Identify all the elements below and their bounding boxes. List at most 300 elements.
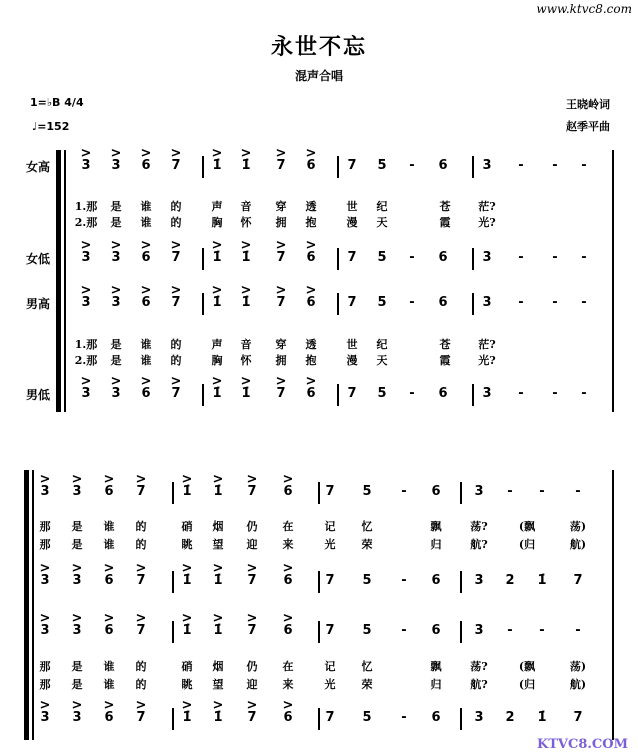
note: 5 [377,295,387,310]
lyric-verse-2: 的 [135,538,147,551]
note: 6 [141,250,151,265]
note: 1̇ [213,573,223,588]
note: 7 [136,484,146,499]
lyric-verse-1-lower: 是 [71,660,83,673]
note: 6 [431,573,441,588]
accent-mark: > [140,238,152,253]
lyric-verse-1: 记 [324,520,336,533]
accent-mark: > [212,561,224,576]
accent-mark: > [211,283,223,298]
lyric-verse-2: 漫 [346,216,358,229]
note: 6 [306,386,316,401]
note: 6 [141,295,151,310]
system-bracket [24,470,29,740]
note: 3 [72,573,82,588]
lyric-verse-1: 荡) [569,520,587,533]
note: - [518,250,524,265]
accent-mark: > [103,611,115,626]
accent-mark: > [246,472,258,487]
accent-mark: > [170,374,182,389]
note: - [518,158,524,173]
system-end-line [612,470,614,740]
note: 5 [362,484,372,499]
note: - [575,484,581,499]
note: 2 [505,710,515,725]
accent-mark: > [140,374,152,389]
note: 3 [81,250,91,265]
accent-mark: > [212,698,224,713]
lyric-verse-2-lower: 胸 [211,354,223,367]
lyric-verse-1-lower: 1.那 [74,338,98,351]
accent-mark: > [211,238,223,253]
lyric-verse-2-lower: 谁 [103,678,115,691]
accent-mark: > [39,611,51,626]
lyric-verse-1-lower: (飘 [518,660,536,673]
accent-mark: > [305,374,317,389]
lyric-verse-1-lower: 穿 [275,338,287,351]
note: 3 [482,295,492,310]
accent-mark: > [282,561,294,576]
system-start-line [32,470,34,740]
accent-mark: > [282,611,294,626]
note: 3 [482,158,492,173]
note: 3 [474,623,484,638]
lyric-verse-2: 抱 [305,216,317,229]
note: 3 [40,484,50,499]
accent-mark: > [140,146,152,161]
note: 7 [247,484,257,499]
part-label-alto: 女低 [26,252,51,266]
note: - [401,623,407,638]
note: 3 [40,623,50,638]
note: - [518,386,524,401]
note: 3 [474,484,484,499]
lyric-verse-1: 透 [305,200,317,213]
lyric-verse-1-lower: 忆 [361,660,373,673]
note: 3 [72,484,82,499]
lyric-verse-1-lower: 声 [211,338,223,351]
lyric-verse-1-lower: 硝 [181,660,193,673]
note: 7 [325,623,335,638]
lyric-verse-1: 是 [71,520,83,533]
lyric-verse-2-lower: 霞 [439,354,451,367]
lyric-verse-1-lower: 荡? [470,660,488,673]
accent-mark: > [181,561,193,576]
lyric-verse-2: 航) [569,538,587,551]
lyric-verse-1: 在 [282,520,294,533]
note: - [552,386,558,401]
accent-mark: > [275,283,287,298]
lyricist: 王晓岭词 [566,98,610,111]
accent-mark: > [246,698,258,713]
accent-mark: > [211,374,223,389]
barline [318,708,320,730]
note: 3 [81,386,91,401]
accent-mark: > [181,472,193,487]
lyric-verse-1-lower: 谁 [103,660,115,673]
note: 7 [247,573,257,588]
lyric-verse-2-lower: (归 [518,678,536,691]
accent-mark: > [110,374,122,389]
note: - [539,623,545,638]
accent-mark: > [305,283,317,298]
lyric-verse-1-lower: 纪 [376,338,388,351]
lyric-verse-1-lower: 仍 [246,660,258,673]
key-signature: 1=♭B 4/4 [30,96,84,109]
note: 1̇ [182,484,192,499]
lyric-verse-2-lower: 光? [478,354,496,367]
lyric-verse-1: 纪 [376,200,388,213]
note: 6 [141,158,151,173]
accent-mark: > [246,561,258,576]
accent-mark: > [282,472,294,487]
note: 3 [40,573,50,588]
note: 1̇ [241,295,251,310]
lyric-verse-2-lower: 谁 [140,354,152,367]
lyric-verse-2-lower: 拥 [275,354,287,367]
note: 7 [247,623,257,638]
barline [172,571,174,593]
note: - [552,158,558,173]
accent-mark: > [170,238,182,253]
note: - [409,158,415,173]
barline [318,571,320,593]
lyric-verse-2: 是 [71,538,83,551]
note: 6 [438,250,448,265]
lyric-verse-2-lower: 那 [39,678,51,691]
note: - [518,295,524,310]
accent-mark: > [275,238,287,253]
note: 1̇ [213,623,223,638]
lyric-verse-1: 仍 [246,520,258,533]
note: 6 [438,295,448,310]
lyric-verse-2: 航? [470,538,488,551]
lyric-verse-1-lower: 在 [282,660,294,673]
note: 7 [276,158,286,173]
accent-mark: > [240,146,252,161]
note: 5 [377,158,387,173]
lyric-verse-2-lower: 是 [71,678,83,691]
lyric-verse-1: 忆 [361,520,373,533]
accent-mark: > [110,146,122,161]
lyric-verse-1-lower: 音 [240,338,252,351]
accent-mark: > [103,472,115,487]
lyric-verse-2: (归 [518,538,536,551]
note: 5 [362,623,372,638]
accent-mark: > [135,698,147,713]
note: 3 [111,386,121,401]
lyric-verse-1: 那 [39,520,51,533]
note: 5 [377,250,387,265]
note: 1̇ [241,158,251,173]
barline [460,708,462,730]
lyric-verse-2-lower: 来 [282,678,294,691]
lyric-verse-1-lower: 苍 [439,338,451,351]
note: - [581,295,587,310]
lyric-verse-1: 谁 [103,520,115,533]
note: 6 [438,158,448,173]
note: 7 [276,386,286,401]
note: 1̇ [537,573,547,588]
lyric-verse-1: 的 [135,520,147,533]
lyric-verse-1: 茫? [478,200,496,213]
lyric-verse-2: 望 [212,538,224,551]
note: 3 [111,295,121,310]
accent-mark: > [246,611,258,626]
site-url: www.ktvc8.com [536,2,632,16]
accent-mark: > [140,283,152,298]
note: 7 [171,250,181,265]
lyric-verse-2: 光? [478,216,496,229]
accent-mark: > [282,698,294,713]
accent-mark: > [170,146,182,161]
note: 7 [347,386,357,401]
note: 7 [276,295,286,310]
lyric-verse-1-lower: 茫? [478,338,496,351]
part-label-tenor: 男高 [26,297,51,311]
barline [460,621,462,643]
note: 5 [362,573,372,588]
note: 1̇ [182,573,192,588]
lyric-verse-1: 穿 [275,200,287,213]
note: 7 [325,710,335,725]
accent-mark: > [80,283,92,298]
note: 5 [377,386,387,401]
note: - [507,623,513,638]
accent-mark: > [80,374,92,389]
lyric-verse-2-lower: 航? [470,678,488,691]
note: 7 [573,710,583,725]
barline [318,482,320,504]
note: 1̇ [241,250,251,265]
lyric-verse-2: 的 [170,216,182,229]
note: 6 [104,710,114,725]
accent-mark: > [275,146,287,161]
tempo-marking: ♩=152 [32,120,70,133]
note: 6 [283,573,293,588]
lyric-verse-2: 光 [324,538,336,551]
lyric-verse-1-lower: 烟 [212,660,224,673]
accent-mark: > [240,283,252,298]
lyric-verse-1: 烟 [212,520,224,533]
lyric-verse-2: 怀 [240,216,252,229]
note: 7 [573,573,583,588]
lyric-verse-1-lower: 的 [170,338,182,351]
note: 7 [347,250,357,265]
note: 3 [474,710,484,725]
lyric-verse-1-lower: 透 [305,338,317,351]
song-subtitle: 混声合唱 [294,69,343,83]
lyric-verse-1: 音 [240,200,252,213]
note: 3 [72,710,82,725]
lyric-verse-2: 眺 [181,538,193,551]
note: - [507,484,513,499]
accent-mark: > [71,698,83,713]
note: 6 [104,573,114,588]
note: 7 [136,573,146,588]
accent-mark: > [71,472,83,487]
lyric-verse-2-lower: 的 [170,354,182,367]
note: 2 [505,573,515,588]
note: 1̇ [537,710,547,725]
note: 3 [482,386,492,401]
lyric-verse-2: 谁 [140,216,152,229]
note: - [539,484,545,499]
note: 6 [431,484,441,499]
note: 3 [40,710,50,725]
barline [460,571,462,593]
lyric-verse-1: 声 [211,200,223,213]
lyric-verse-2: 霞 [439,216,451,229]
accent-mark: > [212,472,224,487]
note: - [581,386,587,401]
lyric-verse-2-lower: 2.那 [74,354,98,367]
note: 1̇ [241,386,251,401]
lyric-verse-2-lower: 航) [569,678,587,691]
lyric-verse-1: 硝 [181,520,193,533]
note: 6 [431,710,441,725]
composer: 赵季平曲 [566,120,610,133]
lyric-verse-2: 迎 [246,538,258,551]
note: 6 [104,484,114,499]
note: 7 [347,295,357,310]
note: 1̇ [213,710,223,725]
lyric-verse-2-lower: 的 [135,678,147,691]
lyric-verse-1: 世 [346,200,358,213]
note: 3 [482,250,492,265]
note: - [409,386,415,401]
lyric-verse-1-lower: 是 [110,338,122,351]
accent-mark: > [71,561,83,576]
lyric-verse-2-lower: 怀 [240,354,252,367]
note: - [552,250,558,265]
lyric-verse-2-lower: 望 [212,678,224,691]
note: 7 [171,158,181,173]
accent-mark: > [211,146,223,161]
lyric-verse-2: 归 [430,538,442,551]
lyric-verse-2: 胸 [211,216,223,229]
lyric-verse-2: 那 [39,538,51,551]
note: - [401,710,407,725]
note: 1̇ [182,710,192,725]
accent-mark: > [135,561,147,576]
part-label-soprano: 女高 [26,160,51,174]
accent-mark: > [39,561,51,576]
note: 3 [81,295,91,310]
note: - [575,623,581,638]
note: 7 [136,710,146,725]
lyric-verse-1: 飘 [430,520,442,533]
note: 1̇ [212,386,222,401]
note: 1̇ [182,623,192,638]
accent-mark: > [275,374,287,389]
note: 7 [276,250,286,265]
accent-mark: > [80,146,92,161]
lyric-verse-1: 荡? [470,520,488,533]
note: 6 [283,484,293,499]
accent-mark: > [181,698,193,713]
note: 6 [306,158,316,173]
barline [460,482,462,504]
barline [172,482,174,504]
note: 6 [283,710,293,725]
lyric-verse-2: 谁 [103,538,115,551]
lyric-verse-1: 1.那 [74,200,98,213]
lyric-verse-1-lower: 的 [135,660,147,673]
lyric-verse-2: 来 [282,538,294,551]
note: - [409,295,415,310]
lyric-verse-2: 是 [110,216,122,229]
accent-mark: > [135,472,147,487]
note: 1̇ [212,158,222,173]
lyric-verse-2-lower: 归 [430,678,442,691]
lyric-verse-2: 天 [376,216,388,229]
lyric-verse-1-lower: 飘 [430,660,442,673]
note: 6 [104,623,114,638]
lyric-verse-2: 拥 [275,216,287,229]
accent-mark: > [103,698,115,713]
note: - [581,250,587,265]
lyric-verse-2-lower: 抱 [305,354,317,367]
lyric-verse-2-lower: 光 [324,678,336,691]
note: 3 [111,158,121,173]
note: - [581,158,587,173]
note: 6 [306,295,316,310]
lyric-verse-1: 谁 [140,200,152,213]
note: 3 [111,250,121,265]
song-title: 永世不忘 [270,35,367,60]
accent-mark: > [240,374,252,389]
note: 6 [306,250,316,265]
note: 1̇ [213,484,223,499]
note: 6 [141,386,151,401]
lyric-verse-2-lower: 荣 [361,678,373,691]
accent-mark: > [110,283,122,298]
lyric-verse-1: (飘 [518,520,536,533]
accent-mark: > [305,238,317,253]
note: - [409,250,415,265]
note: 6 [431,623,441,638]
lyric-verse-2-lower: 迎 [246,678,258,691]
note: 7 [325,484,335,499]
accent-mark: > [135,611,147,626]
lyric-verse-1-lower: 荡) [569,660,587,673]
lyric-verse-1-lower: 那 [39,660,51,673]
accent-mark: > [80,238,92,253]
note: 1̇ [212,250,222,265]
note: 7 [247,710,257,725]
note: - [552,295,558,310]
lyric-verse-2-lower: 天 [376,354,388,367]
note: - [401,484,407,499]
accent-mark: > [110,238,122,253]
accent-mark: > [71,611,83,626]
lyric-verse-2: 荣 [361,538,373,551]
note: 7 [325,573,335,588]
lyric-verse-1: 苍 [439,200,451,213]
lyric-verse-1: 的 [170,200,182,213]
note: 7 [347,158,357,173]
lyric-verse-1-lower: 谁 [140,338,152,351]
lyric-verse-2-lower: 眺 [181,678,193,691]
note: 7 [136,623,146,638]
lyric-verse-1-lower: 世 [346,338,358,351]
barline [318,621,320,643]
barline [172,621,174,643]
lyric-verse-1: 是 [110,200,122,213]
footer-watermark: KTVC8.COM [536,737,628,752]
note: 7 [171,295,181,310]
